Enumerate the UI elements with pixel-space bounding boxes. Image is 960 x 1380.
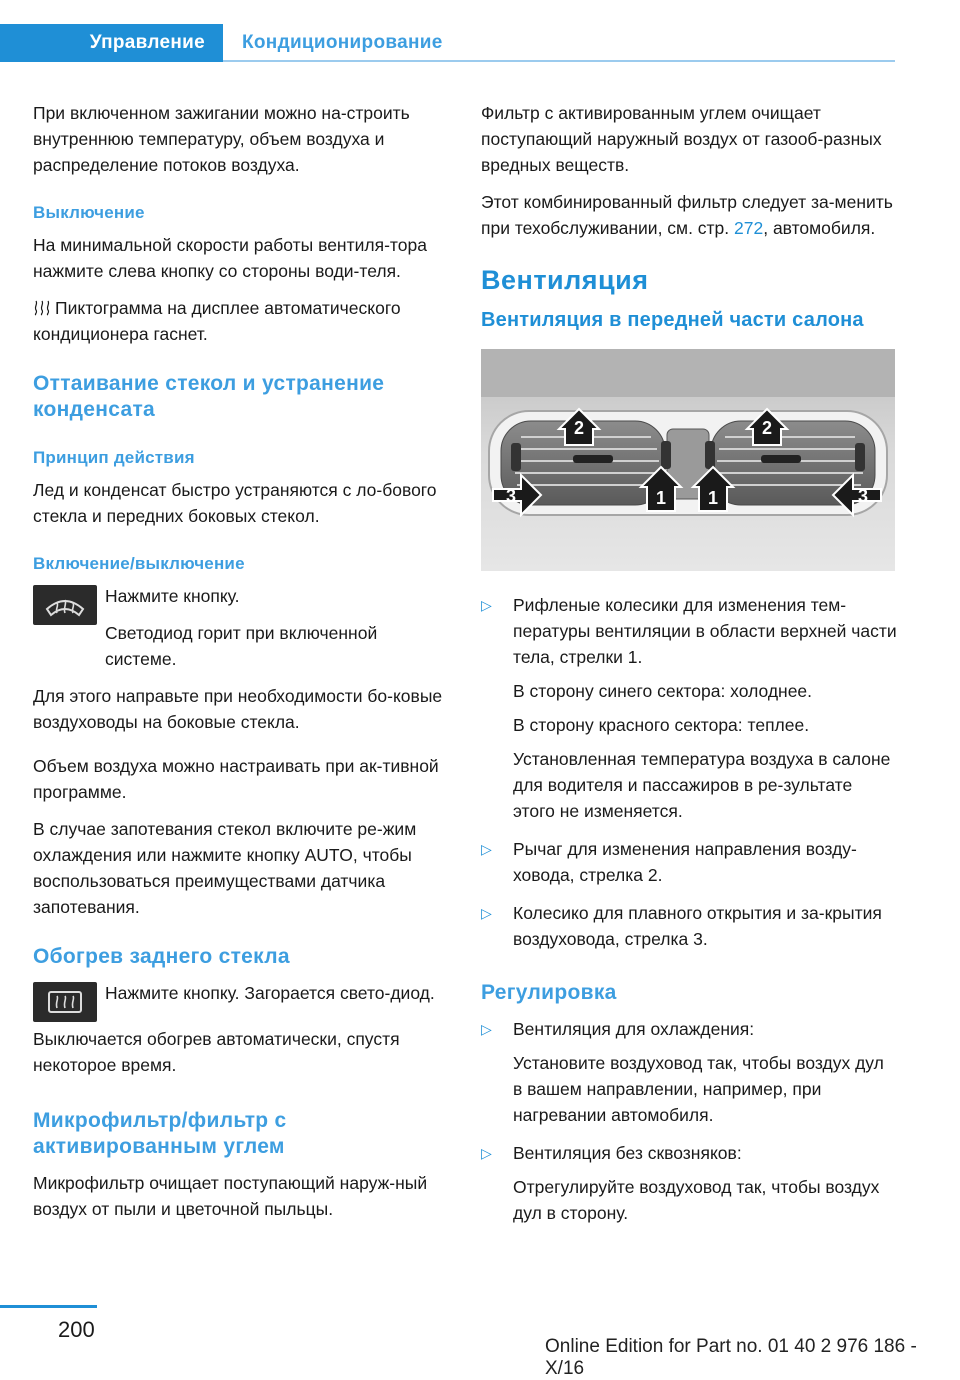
header-rule — [223, 60, 895, 62]
carbon-filter-text: Фильтр с активированным углем очищает поступающий наружный воздух от газооб-разных вредных веществ. — [481, 103, 882, 175]
tab-controls[interactable] — [0, 24, 223, 62]
off-icon-paragraph — [33, 295, 451, 347]
edition-text: Online Edition for Part no. 01 40 2 976 186 - X/16 — [545, 1336, 917, 1379]
bullet-triangle-icon: ▷ — [481, 1145, 492, 1161]
figure-label-2a: 2 — [573, 418, 585, 438]
onoff-heading: Включение/выключение — [33, 554, 245, 573]
air-volume-text: Объем воздуха можно настраивать при ак-тивной программе. — [33, 756, 439, 802]
list-item-main: Рычаг для изменения направления возду-ховода, стрелка 2. — [513, 839, 857, 885]
front-ventilation-heading: Вентиляция в передней части салона — [481, 309, 864, 331]
side-vents-text: Для этого направьте при необходимости бо-ковые воздуховоды на боковые стекла. — [33, 686, 443, 732]
bullet-triangle-icon: ▷ — [481, 841, 492, 857]
list-item-sub: В сторону синего сектора: холоднее. — [513, 681, 813, 701]
windshield-defrost-button-icon — [33, 585, 97, 625]
rear-window-heater-button-icon — [33, 982, 97, 1022]
figure-label-2b: 2 — [761, 418, 773, 438]
off-text: На минимальной скорости работы вентиля-тора нажмите слева кнопку со стороны води-теля. — [33, 235, 427, 281]
led-text: Светодиод горит при включенной системе. — [105, 623, 378, 669]
list-item — [481, 592, 897, 824]
windshield-defrost-row — [33, 583, 451, 672]
rear-auto-off-text: Выключается обогрев автоматически, спустя некоторое время. — [33, 1029, 400, 1075]
page-link[interactable]: 272 — [734, 218, 764, 238]
footer-rule — [0, 1305, 97, 1308]
left-column — [33, 100, 451, 1233]
list-item — [481, 1140, 897, 1226]
tab-air-conditioning[interactable]: Кондиционирование — [242, 32, 443, 53]
bullet-triangle-icon: ▷ — [481, 1021, 492, 1037]
rear-press-text: Нажмите кнопку. Загорается свето-диод. — [105, 983, 435, 1003]
list-item-sub: Установленная температура воздуха в салоне для водителя и пассажиров в ре-зультате этого не изменяется. — [513, 749, 891, 821]
tab-controls-label: Управление — [89, 32, 205, 53]
right-column — [481, 100, 897, 1238]
list-item-main: Вентиляция для охлаждения: — [513, 1019, 755, 1039]
regulation-list — [481, 1016, 897, 1226]
figure-label-1b: 1 — [707, 488, 719, 508]
microfilter-heading: Микрофильтр/фильтр с активированным углем — [33, 1109, 287, 1158]
figure-label-3b: 3 — [857, 486, 869, 506]
rear-window-heading: Обогрев заднего стекла — [33, 945, 290, 968]
list-item-sub: Установите воздуховод так, чтобы воздух дул в вашем направлении, например, при нагревании автомобиля. — [513, 1053, 884, 1125]
ventilation-heading: Вентиляция — [481, 265, 649, 295]
principle-text: Лед и конденсат быстро устраняются с ло-бового стекла и передних боковых стекол. — [33, 480, 437, 526]
list-item-sub: Отрегулируйте воздуховод так, чтобы воздух дул в сторону. — [513, 1177, 880, 1223]
figure-label-3a: 3 — [505, 486, 517, 506]
page-header — [0, 0, 960, 64]
figure-label-1a: 1 — [655, 488, 667, 508]
intro-text: При включенном зажигании можно на-строить внутреннюю температуру, объем воздуха и распределение потоков воздуха. — [33, 103, 410, 175]
replace-text — [481, 189, 897, 241]
replace-text-post: , автомобиля. — [763, 218, 876, 238]
fogging-text: В случае запотевания стекол включите ре-жим охлаждения или нажмите кнопку AUTO, чтобы воспользоваться преимуществами датчика запотевания. — [33, 819, 417, 917]
microfilter-text: Микрофильтр очищает поступающий наруж-ный воздух от пыли и цветочной пыльцы. — [33, 1173, 428, 1219]
regulation-heading: Регулировка — [481, 981, 617, 1004]
off-icon-text: Пиктограмма на дисплее автоматического кондиционера гаснет. — [33, 298, 401, 344]
bullet-triangle-icon: ▷ — [481, 597, 492, 613]
press-button-text: Нажмите кнопку. — [105, 586, 240, 606]
defrost-heading: Оттаивание стекол и устранение конденсата — [33, 372, 385, 421]
list-item-main: Колесико для плавного открытия и за-крытия воздуховода, стрелка 3. — [513, 903, 882, 949]
air-vents-figure — [481, 349, 895, 571]
vent-controls-list — [481, 592, 897, 952]
fan-icon — [33, 300, 51, 316]
bullet-triangle-icon: ▷ — [481, 905, 492, 921]
list-item — [481, 1016, 897, 1128]
off-heading: Выключение — [33, 203, 145, 222]
rear-defrost-row — [33, 980, 451, 1026]
page-number: 200 — [58, 1317, 95, 1342]
list-item-sub: В сторону красного сектора: теплее. — [513, 715, 810, 735]
replace-text-pre: Этот комбинированный фильтр следует за-менить при техобслуживании, см. стр. — [481, 192, 893, 238]
principle-heading: Принцип действия — [33, 448, 195, 467]
list-item-main: Рифленые колесики для изменения тем-пературы вентиляции в области верхней части тела, стрелки 1. — [513, 595, 897, 667]
list-item — [481, 900, 897, 952]
list-item-main: Вентиляция без сквозняков: — [513, 1143, 742, 1163]
list-item — [481, 836, 897, 888]
